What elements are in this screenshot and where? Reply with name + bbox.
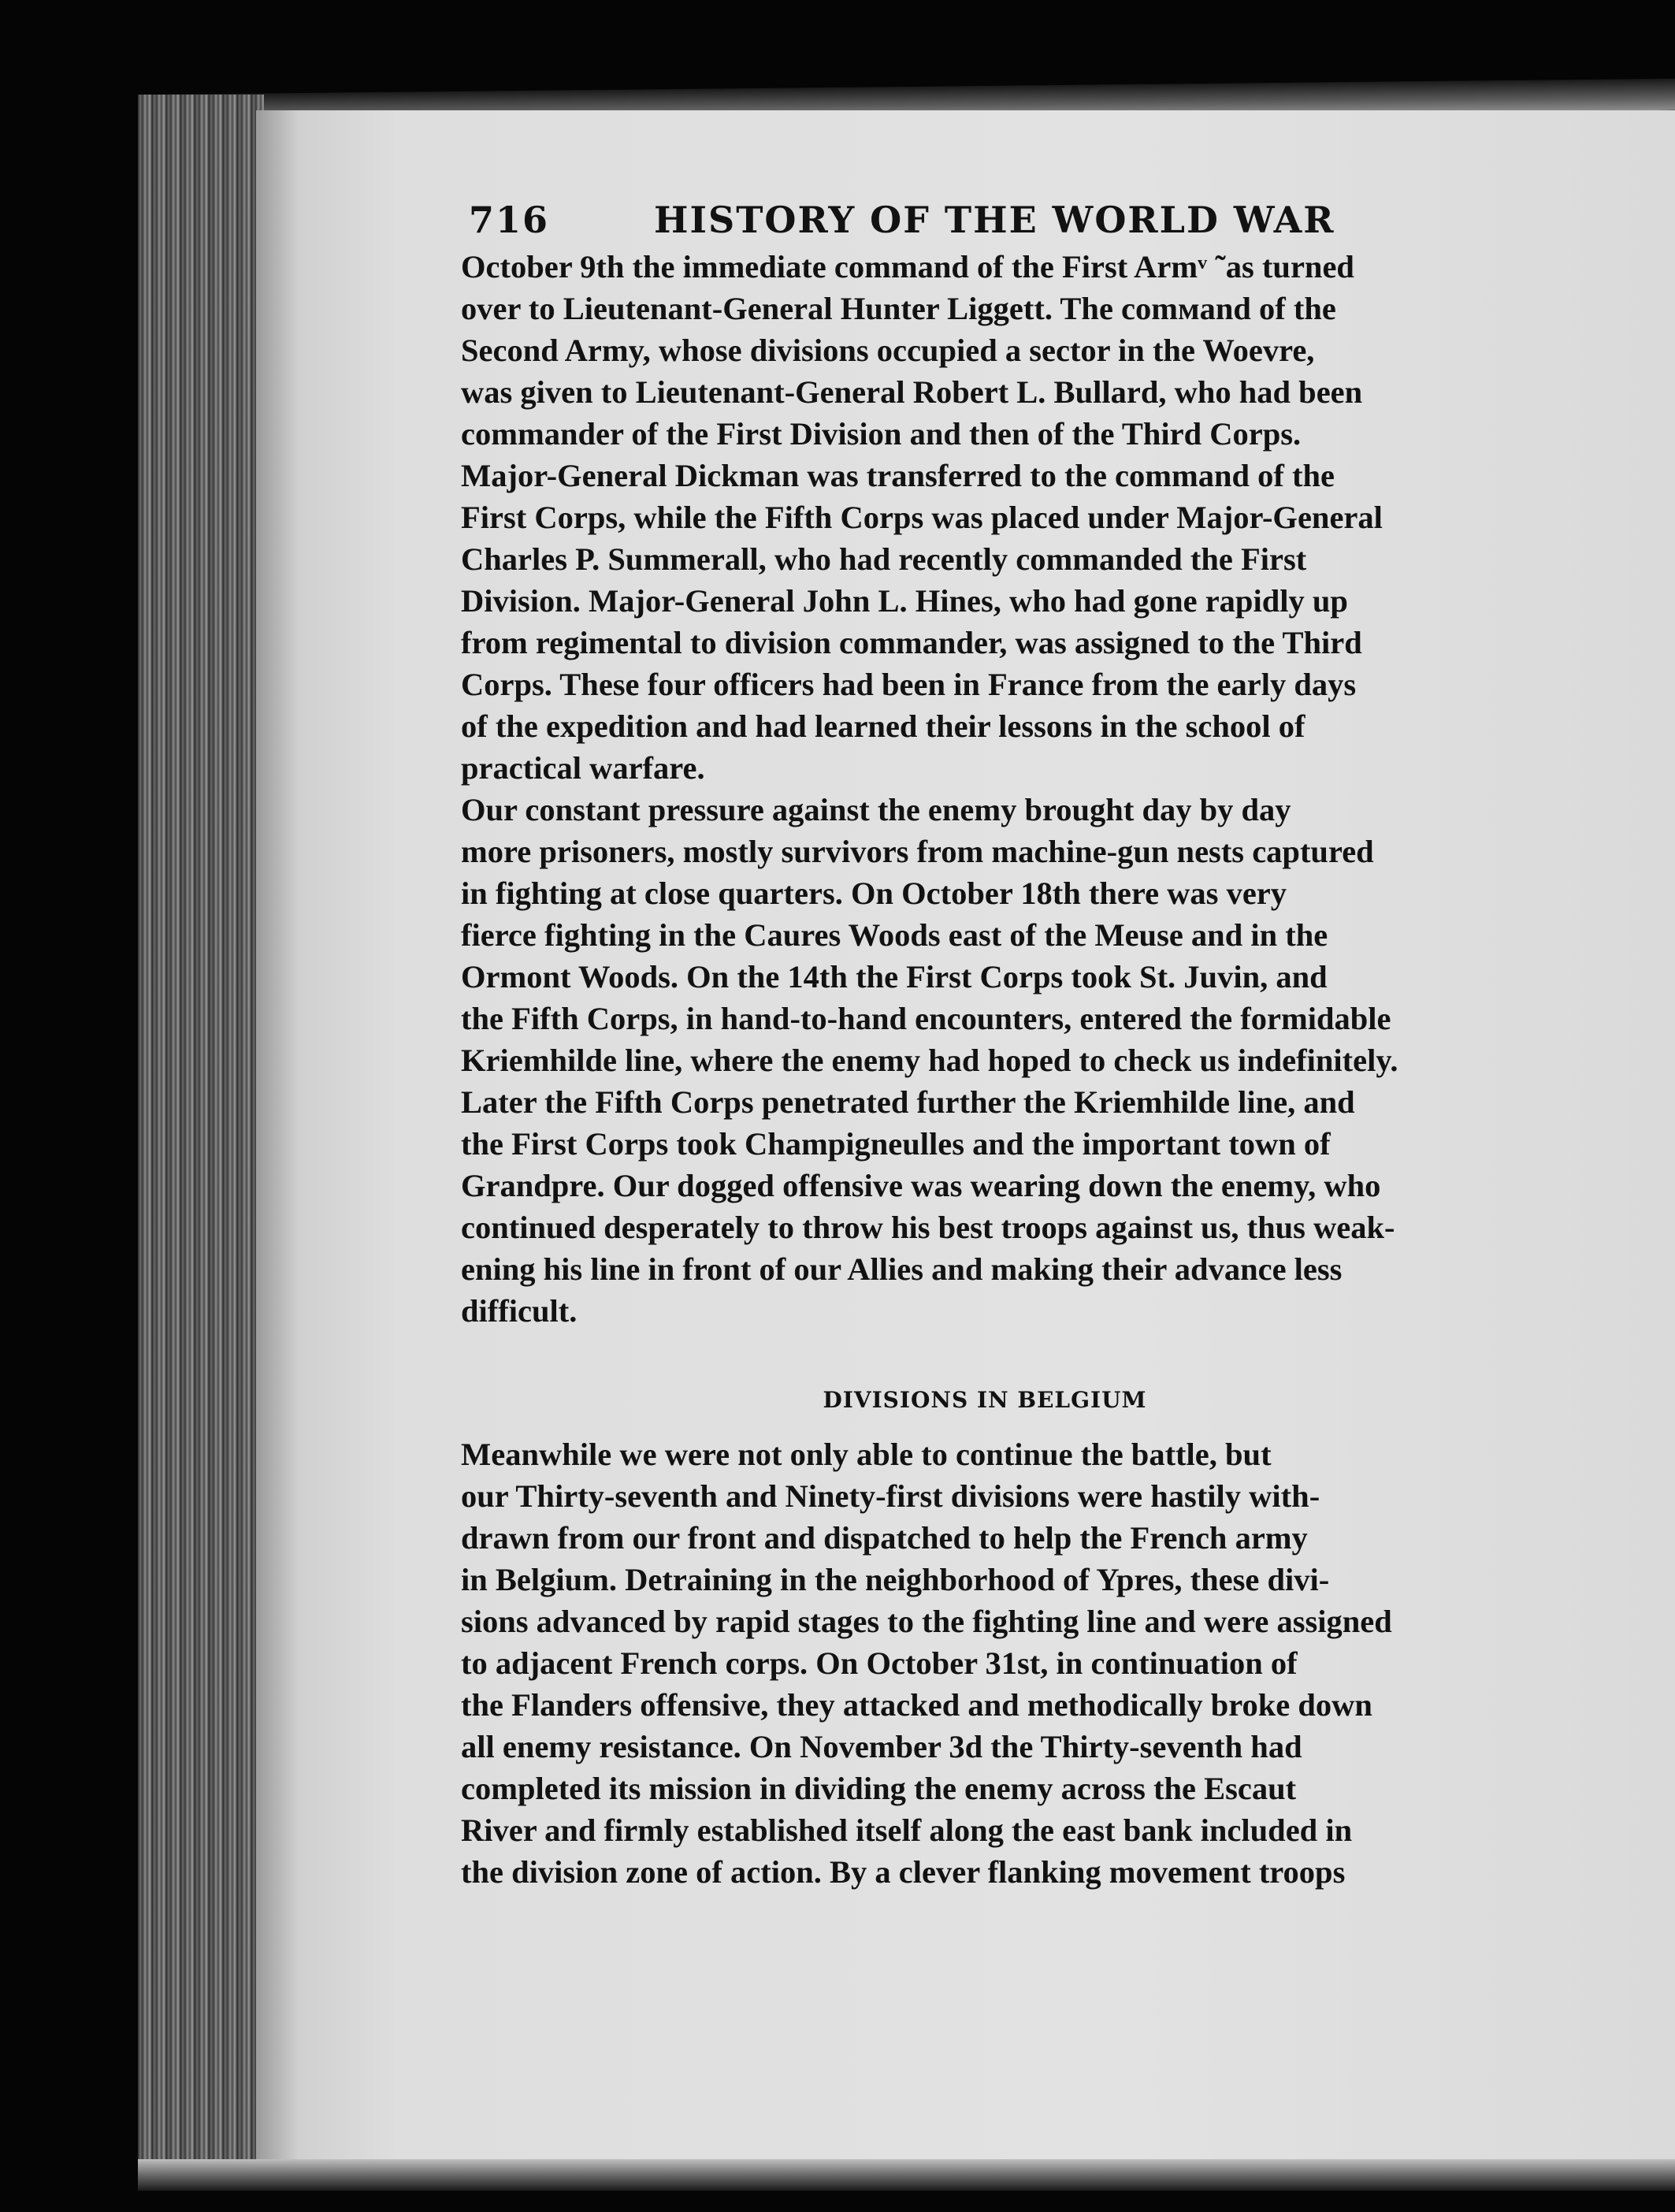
paragraph-command-changes: October 9th the immediate command of the First Armᵛ ˜as turned over to Lieutenant-General Hunter Liggett. The comᴍand of the Second Army, whose divisions occupied a sector in the Woevre, was given to Lieutenant-General Robert L. Bullard, who had been commander of the First Division and then of the Third Corps. Major-General Dickman was transferred to the command of the First Corps, while the Fifth Corps was placed under Major-General Charles P. Summerall, who had recently commanded the First Division. Major-General John L. Hines, who had gone rapidly up from regimental to division commander, was assigned to the Third Corps. These four officers had been in France from the early days of the expedition and had learned their lessons in the school of practical warfare. xyxy=(461,249,1383,786)
running-title: HISTORY OF THE WORLD WAR xyxy=(654,199,1335,241)
paragraph-divisions-in-belgium: Meanwhile we were not only able to continue the battle, but our Thirty-seventh and Ninety-first divisions were hastily with- drawn from our front and dispatched to help the French army in Belgium. Detraining in the neighborhood of Ypres, these divi- sions advanced by rapid stages to the fighting line and were assigned to adjacent French corps. On October 31st, in continuation of the Flanders offensive, they attacked and methodically broke down all enemy resistance. On November 3d the Thirty-seventh had completed its mission in dividing the enemy across the Escaut River and firmly established itself along the east bank included in the division zone of action. By a clever flanking movement troops xyxy=(461,1437,1392,1890)
page-number: 716 xyxy=(469,199,550,241)
section-heading: DIVISIONS IN BELGIUM xyxy=(823,1387,1147,1413)
paragraph-constant-pressure: Our constant pressure against the enemy brought day by day more prisoners, mostly survivors from machine-gun nests captured in fighting at close quarters. On October 18th there was very fierce fighting in the Caures Woods east of the Meuse and in the Ormont Woods. On the 14th the First Corps took St. Juvin, and the Fifth Corps, in hand-to-hand encounters, entered the formidable Kriemhilde line, where the enemy had hoped to check us indefinitely. Later the Fifth Corps penetrated further the Kriemhilde line, and the First Corps took Champigneulles and the important town of Grandpre. Our dogged offensive was wearing down the enemy, who continued desperately to throw his best troops against us, thus weak- ening his line in front of our Allies and making their advance less difficult. xyxy=(461,792,1398,1329)
page-content xyxy=(461,189,1509,1893)
page-bottom-edge xyxy=(138,2159,1675,2191)
page-block-edges xyxy=(138,95,264,2183)
running-head xyxy=(461,189,1509,246)
